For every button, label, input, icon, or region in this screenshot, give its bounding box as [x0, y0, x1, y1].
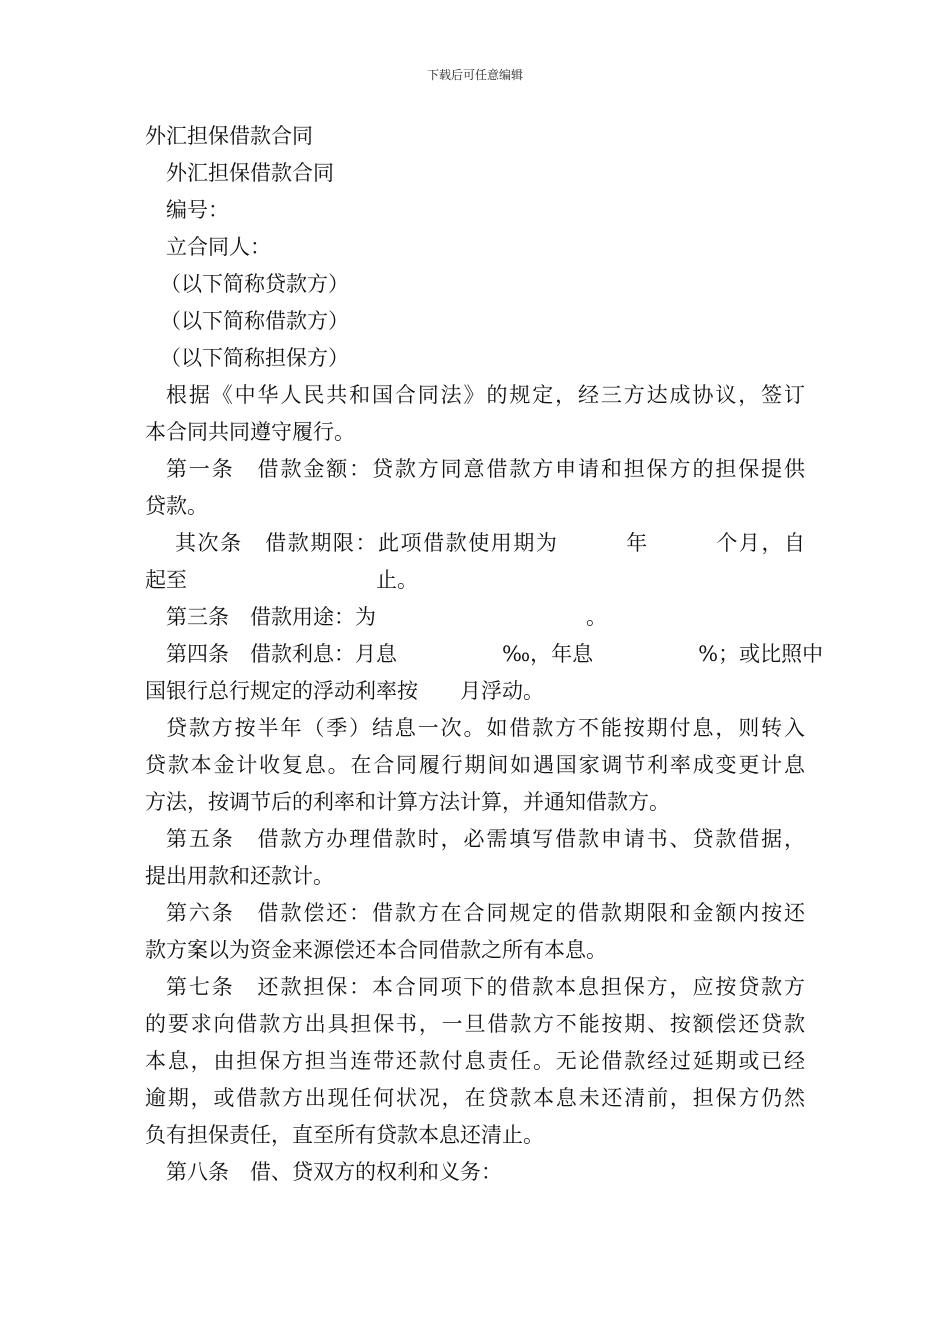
article-7-line: 逾期，或借款方出现任何状况，在贷款本息未还清前，担保方仍然: [145, 1086, 805, 1110]
article-8-line: 第八条 借、贷双方的权利和义务：: [166, 1160, 502, 1184]
article-4-line: 第四条 借款利息：月息 ‰，年息 %；或比照中: [166, 642, 824, 666]
interest-paragraph-line: 方法，按调节后的利率和计算方法计算，并通知借款方。: [145, 790, 670, 814]
parties-label: 立合同人：: [166, 235, 271, 259]
preamble-line: 根据《中华人民共和国合同法》的规定，经三方达成协议，签订: [166, 383, 805, 407]
contract-number-label: 编号：: [166, 198, 229, 222]
party-lender: （以下简称贷款方）: [160, 272, 349, 296]
article-2-line: 起至 止。: [145, 568, 418, 592]
article-5-line: 第五条 借款方办理借款时，必需填写借款申请书、贷款借据，: [166, 827, 805, 851]
article-6-line: 款方案以为资金来源偿还本合同借款之所有本息。: [145, 938, 607, 962]
party-guarantor: （以下简称担保方）: [160, 346, 349, 370]
article-7-line: 第七条 还款担保：本合同项下的借款本息担保方，应按贷款方: [166, 975, 805, 999]
page-header: 下载后可任意编辑: [426, 68, 523, 82]
article-6-line: 第六条 借款偿还：借款方在合同规定的借款期限和金额内按还: [166, 901, 805, 925]
article-7-line: 本息，由担保方担当连带还款付息责任。无论借款经过延期或已经: [145, 1049, 805, 1073]
article-7-line: 负有担保责任，直至所有贷款本息还清止。: [145, 1123, 544, 1147]
article-4-line: 国银行总行规定的浮动利率按 月浮动。: [145, 679, 544, 703]
interest-paragraph-line: 贷款本金计收复息。在合同履行期间如遇国家调节利率成变更计息: [145, 753, 805, 777]
article-3-line: 第三条 借款用途：为 。: [166, 605, 607, 629]
preamble-line: 本合同共同遵守履行。: [145, 420, 355, 444]
doc-title: 外汇担保借款合同: [145, 124, 313, 148]
article-1-line: 贷款。: [145, 494, 208, 518]
party-borrower: （以下简称借款方）: [160, 309, 349, 333]
article-1-line: 第一条 借款金额：贷款方同意借款方申请和担保方的担保提供: [166, 457, 805, 481]
interest-paragraph-line: 贷款方按半年（季）结息一次。如借款方不能按期付息，则转入: [166, 716, 805, 740]
article-5-line: 提出用款和还款计。: [145, 864, 334, 888]
article-2-line: 其次条 借款期限：此项借款使用期为 年 个月，自: [175, 531, 805, 555]
document-body: [145, 118, 824, 1191]
doc-subtitle: 外汇担保借款合同: [166, 161, 334, 185]
article-7-line: 的要求向借款方出具担保书，一旦借款方不能按期、按额偿还贷款: [145, 1012, 805, 1036]
